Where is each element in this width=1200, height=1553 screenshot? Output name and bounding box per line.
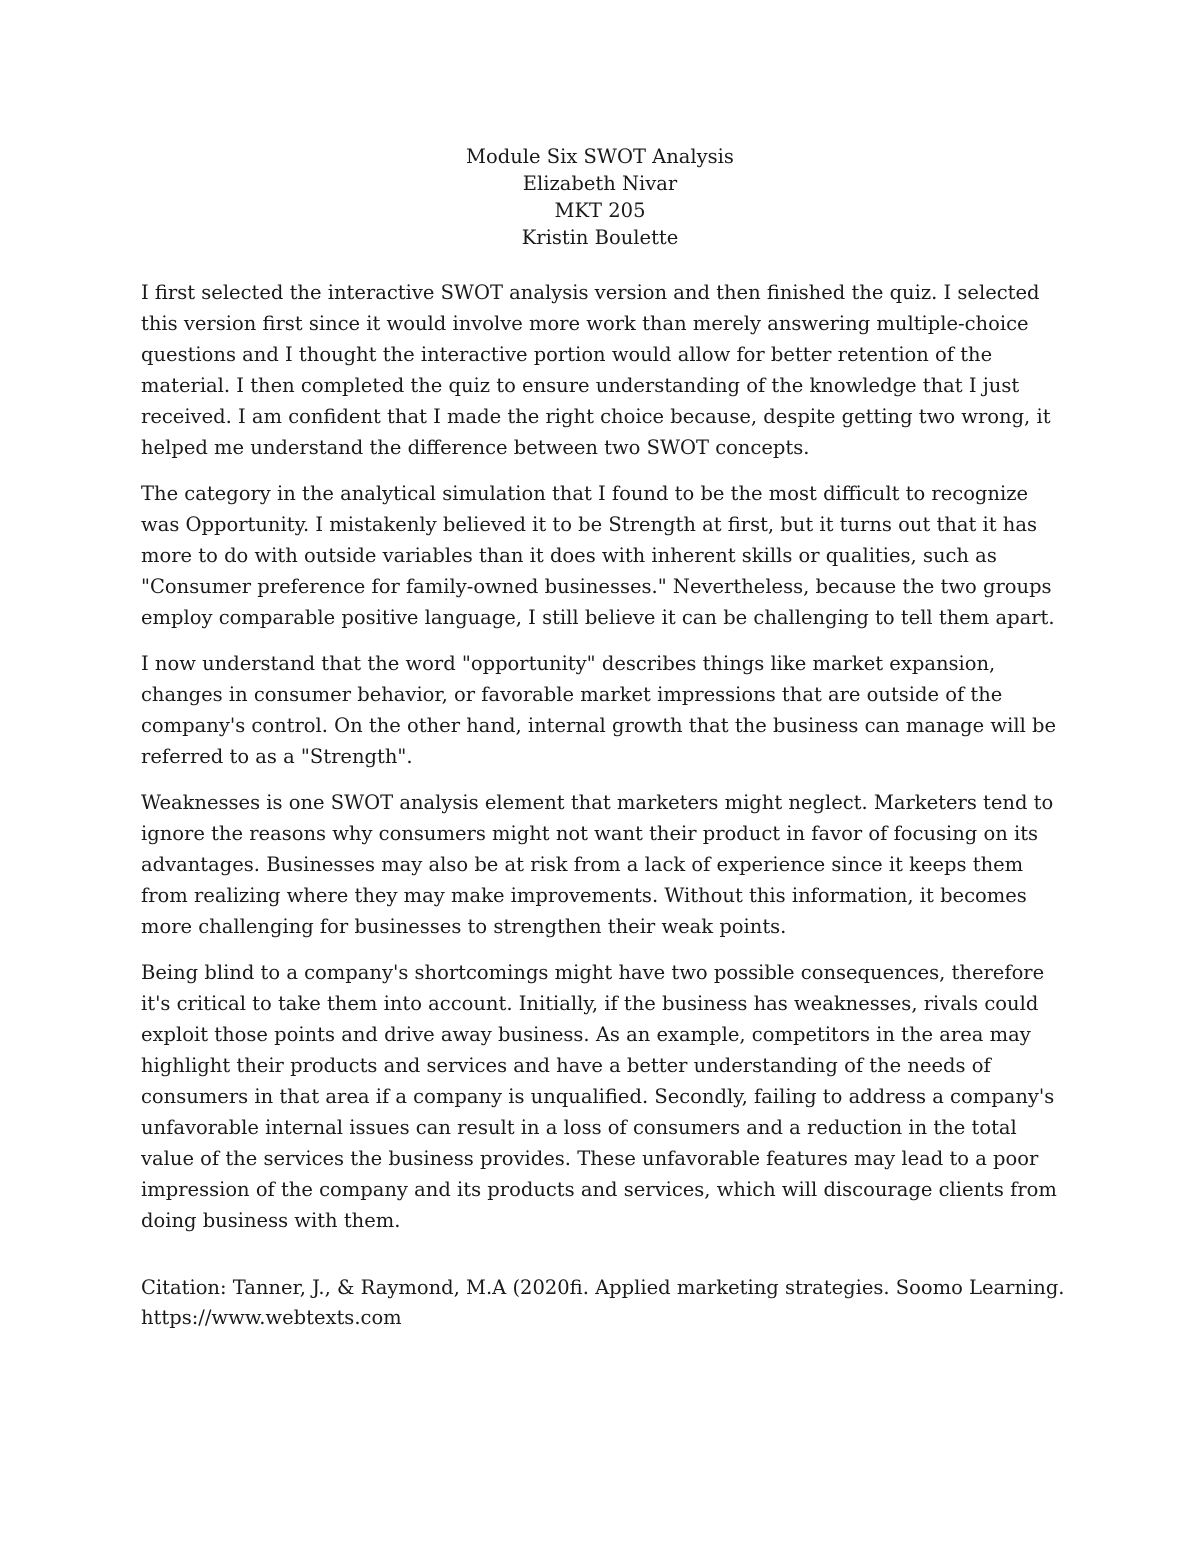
instructor-name: Kristin Boulette <box>521 226 679 249</box>
paragraph-3: I now understand that the word "opportunity" describes things like market expansion, changes in consumer behavior, or favorable market impressions that are outside of the company's control. On the other hand, internal growth that the business can manage will be referred to as a "Strength". <box>141 652 1057 768</box>
document-body <box>141 277 1066 1251</box>
paragraph-5: Being blind to a company's shortcomings might have two possible consequences, therefore it's critical to take them into account. Initially, if the business has weaknesses, rivals could exploit those points and drive away business. As an example, competitors in the area may highlight their products and services and have a better understanding of the needs of consumers in that area if a company is unqualified. Secondly, failing to address a company's unfavorable internal issues can result in a loss of consumers and a reduction in the total value of the services the business provides. These unfavorable features may lead to a poor impression of the company and its products and services, which will discourage clients from doing business with them. <box>141 961 1057 1232</box>
document-title: Module Six SWOT Analysis <box>466 145 734 168</box>
paragraph-1: I first selected the interactive SWOT analysis version and then finished the quiz. I selected this version first since it would involve more work than merely answering multiple-choice questions and I thought the interactive portion would allow for better retention of the material. I then completed the quiz to ensure understanding of the knowledge that I just received. I am confident that I made the right choice because, despite getting two wrong, it helped me understand the difference between two SWOT concepts. <box>141 281 1051 459</box>
citation-url: https://www.webtexts.com <box>141 1306 402 1329</box>
author-name: Elizabeth Nivar <box>522 172 678 195</box>
paragraph-2: The category in the analytical simulation that I found to be the most difficult to recognize was Opportunity. I mistakenly believed it to be Strength at first, but it turns out that it has more to do with outside variables than it does with inherent skills or qualities, such as "Consumer preference for family-owned businesses." Nevertheless, because the two groups employ comparable positive language, I still believe it can be challenging to tell them apart. <box>141 482 1055 629</box>
paragraph-4: Weaknesses is one SWOT analysis element that marketers might neglect. Marketers tend to ignore the reasons why consumers might not want their product in favor of focusing on its advantages. Businesses may also be at risk from a lack of experience since it keeps them from realizing where they may make improvements. Without this information, it becomes more challenging for businesses to strengthen their weak points. <box>141 791 1054 938</box>
course-code: MKT 205 <box>554 199 646 222</box>
citation-text: Citation: Tanner, J., & Raymond, M.A (2020fi. Applied marketing strategies. Soomo Learning. <box>141 1276 1065 1299</box>
citation-block <box>141 1273 1066 1333</box>
document-header <box>0 143 1200 251</box>
